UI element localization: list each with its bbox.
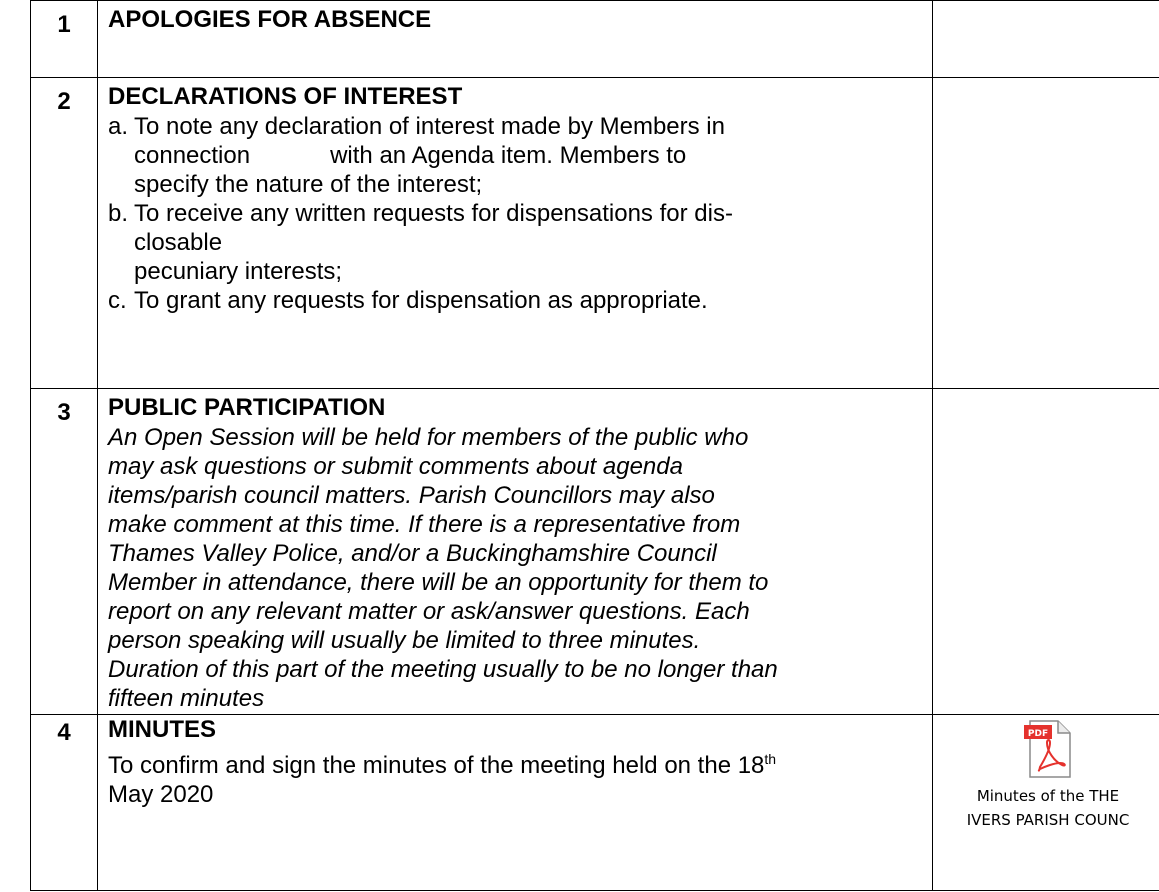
- item-content: [98, 1, 933, 78]
- pdf-attachment[interactable]: [933, 715, 1159, 832]
- participation-text: report on any relevant matter or ask/answer questions. Each: [108, 598, 750, 625]
- sub-item-b: [108, 199, 918, 286]
- pdf-label: PDF: [1027, 729, 1049, 739]
- sub-item-text: specify the nature of the interest;: [134, 171, 483, 198]
- sub-item-c: [108, 286, 918, 315]
- sub-item-text: To note any declaration of interest made by Members in: [134, 113, 725, 140]
- sub-item-marker: c.: [108, 287, 127, 314]
- item-heading: MINUTES: [108, 716, 216, 743]
- item-heading: APOLOGIES FOR ABSENCE: [108, 6, 432, 33]
- minutes-text: To confirm and sign the minutes of the meeting held on the 18th: [108, 751, 777, 779]
- item-content: [98, 389, 933, 715]
- attachment-caption[interactable]: Minutes of the THE: [976, 787, 1120, 805]
- item-heading: DECLARATIONS OF INTEREST: [108, 83, 463, 110]
- item-content: [98, 78, 933, 389]
- ordinal-suffix: th: [764, 751, 777, 767]
- attachment-cell: [933, 1, 1159, 78]
- participation-text: may ask questions or submit comments about agenda: [108, 453, 683, 480]
- item-number: 2: [31, 78, 98, 389]
- sub-item-a: [108, 112, 918, 199]
- sub-item-text: pecuniary interests;: [134, 258, 343, 285]
- sub-item-marker: a.: [108, 113, 129, 140]
- pdf-file-icon[interactable]: [1024, 719, 1072, 784]
- item-content: [98, 715, 933, 891]
- item-number: 1: [31, 1, 98, 78]
- agenda-row-1: [31, 1, 1159, 78]
- attachment-cell: [933, 389, 1159, 715]
- participation-text: Member in attendance, there will be an opportunity for them to: [108, 569, 769, 596]
- attachment-caption[interactable]: IVERS PARISH COUNC: [966, 811, 1130, 829]
- agenda-row-2: [31, 78, 1159, 389]
- attachment-cell: [933, 78, 1159, 389]
- sub-item-text: To receive any written requests for dispensations for dis-: [134, 200, 733, 227]
- participation-text: An Open Session will be held for members of the public who: [108, 424, 749, 451]
- participation-text: fifteen minutes: [108, 685, 265, 712]
- participation-text: items/parish council matters. Parish Councillors may also: [108, 482, 715, 509]
- participation-text: make comment at this time. If there is a representative from: [108, 511, 741, 538]
- sub-item-marker: b.: [108, 200, 129, 227]
- sub-item-text: To grant any requests for dispensation as appropriate.: [134, 287, 708, 314]
- item-number: 4: [31, 715, 98, 891]
- agenda-row-4: [31, 715, 1159, 891]
- item-heading: PUBLIC PARTICIPATION: [108, 394, 386, 421]
- minutes-text: May 2020: [108, 781, 214, 808]
- sub-item-text: connection with an Agenda item. Members to: [134, 142, 687, 169]
- participation-text: Duration of this part of the meeting usually to be no longer than: [108, 656, 778, 683]
- item-number: 3: [31, 389, 98, 715]
- attachment-cell: [933, 715, 1159, 891]
- agenda-row-3: [31, 389, 1159, 715]
- participation-text: Thames Valley Police, and/or a Buckinghamshire Council: [108, 540, 717, 567]
- agenda-table: [30, 0, 1159, 891]
- participation-text: person speaking will usually be limited to three minutes.: [108, 627, 701, 654]
- sub-item-text: closable: [134, 229, 223, 256]
